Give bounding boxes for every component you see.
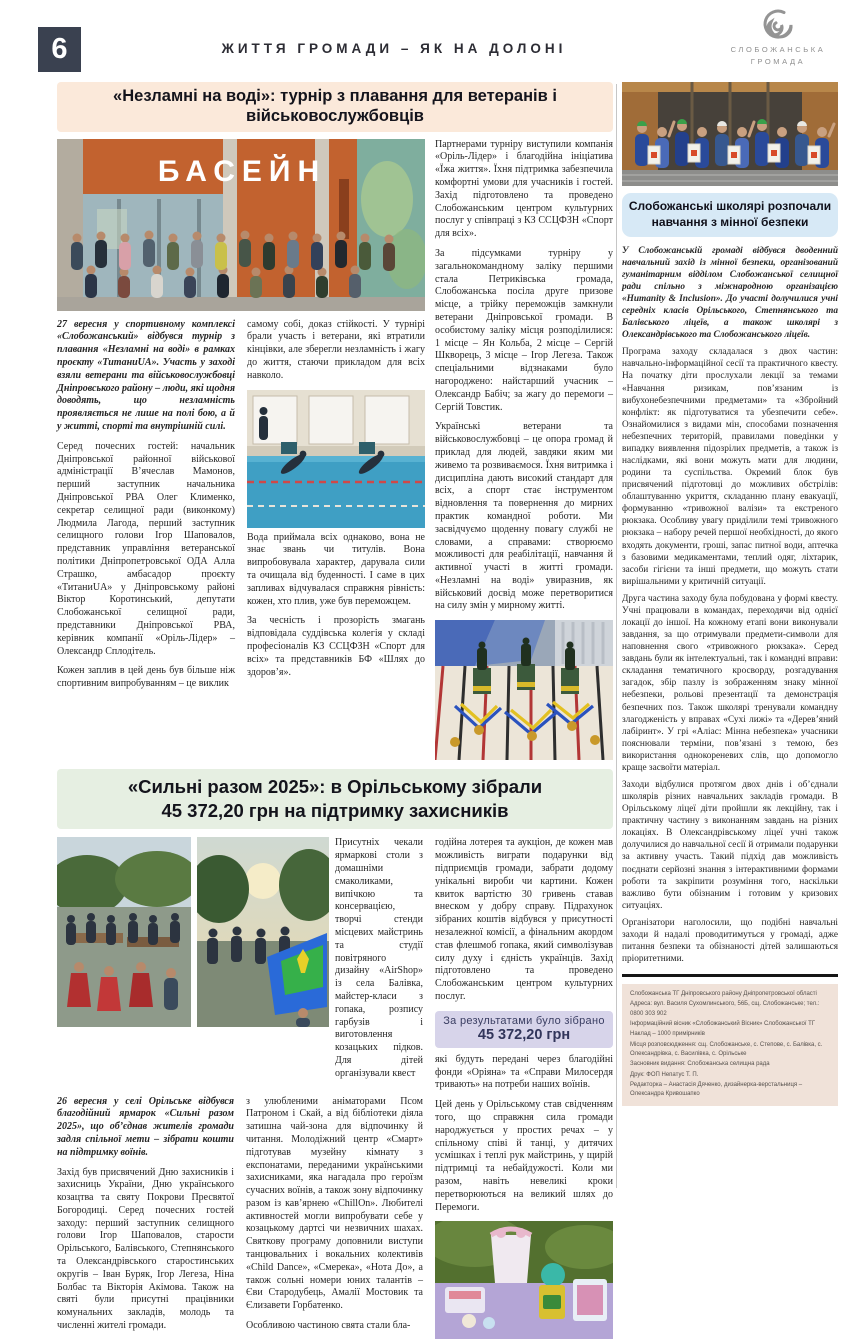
- sidebar-title-line1: Слобожанські школярі розпочали: [628, 199, 832, 213]
- paragraph: Заходи відбулися протягом двох днів і об’єднали школярів різних навчальних закладів громади. В Орільському ліцеї діти пройшли як лекційну, так і практичну частину з виконанням завдань на різних локаціях. В Олександрівському ліцеї учні також долучилися до навчальної сесії й отримали подарунки за активну участь. Такий підхід дав можливість поєднати серйозні знання з інтерактивними формами роботи та закріпити розуміння того, наскільки важливо бути обізнаним і готовим у кризових ситуаціях.: [622, 780, 838, 911]
- fair-title-line1: «Сильні разом 2025»: в Орільському зібрали: [127, 776, 543, 798]
- paragraph: Українські ветерани та військовослужбовці – це опора громад й приклад для людей, завдяки яким ми живемо та розвиваємося. Їхня витримка і дисципліна дають високий стандарт для всіх, а спорт стає інструментом відновлення та повернення до мирних практик командної роботи. Ми засвідчуємо щоденну повагу службі не словами, а справами: створюємо можливості для реабілітації, навчання й активної участі в житті громади. «Незламні на воді» увиразнив, як військовий досвід може перетворитися на силу змін у мирному житті.: [435, 421, 613, 612]
- photo-gift-baskets: [435, 1221, 613, 1339]
- article-swim-title: «Незламні на воді»: турнір з плавання для ветеранів і військовослужбовців: [57, 82, 613, 132]
- paragraph: Партнерами турніру виступили компанія «Оріль-Лідер» і благодійна ініціатива «Їжа життя». Їхня підтримка забезпечила комфортні умови для учасників і гостей. Захід підготовлено та проведено Слобожанським центром культурних послуг у співпраці з КЗ ССЦФЗН «Спорт для всіх».: [435, 138, 613, 240]
- fair-column-3: [435, 837, 613, 1339]
- photo-medals-trophies: [435, 620, 613, 760]
- paragraph: 26 вересня у селі Орільське відбувся благодійний ярмарок «Сильні разом 2025», що об’єднав жителів громади задля спільної мети – зібрати кошти на підтримку воїнів.: [57, 1095, 234, 1158]
- swim-column-3: [435, 139, 613, 761]
- paragraph: які будуть передані через благодійні фонди «Оріяна» та «Справи Милосердя тривають» на потреби наших воїнів.: [435, 1053, 613, 1091]
- swim-column-2: [247, 319, 425, 698]
- donation-total-box: [435, 1011, 613, 1048]
- sidebar-article-mine-safety: [622, 82, 838, 1106]
- paragraph: Кожен заплив в цей день був більше ніж спортивним випробуванням – це виклик: [57, 665, 235, 690]
- photo-pool-divers: [247, 390, 425, 528]
- donation-amount: 45 372,20 грн: [477, 1026, 571, 1043]
- fair-column-1: [57, 1096, 234, 1340]
- paragraph: Серед почесних гостей: начальник Дніпровської районної військової адміністрації В’ячеслав Мамонов, перший заступник начальника Дніпровської РВА Олег Клименко, секретар селищної ради (виконкому) Людмила Лагода, перший заступник селищного голови Ігор Шаповалов, представник управління ветеранської політики Дніпропетровської ОДА Алла Страшко, амбасадор проєкту «ТитаниUA» у Дніпровському районі Віктор Коротинський, депутати Слобожанської селищної ради, представники Дніпровської РВА, керівник компанії «Оріль-Лідер» – Олександр Сплодітель.: [57, 440, 235, 657]
- fair-narrow-column: [335, 837, 423, 1087]
- photo-fair-flag-sunset: [197, 837, 329, 1027]
- paragraph: Вода приймала всіх однаково, вона не знає звань чи титулів. Вона випробовувала характер, дарувала сили та очищала від буденності. І саме в цих запливах відчувалася справжня рівність: кожен, хто плив, уже був переможцем.: [247, 531, 425, 607]
- paragraph: Організатори наголосили, що подібні навчальні заходи й надалі проводитимуться у громаді, адже питання безпеки та обізнаності дітей залишаються пріоритетними.: [622, 917, 838, 965]
- fair-column-2: [246, 1096, 423, 1340]
- paragraph: Програма заходу складалася з двох частин: навчально-інформаційної сесії та практичного квесту. На початку діти прослухали лекції за темами «Навчання ризикам, пов’язаним із вибухонебезпечними предметами» та «Збройний конфлікт: як підготуватися та убезпечити себе». Ознайомилися з видами мін, способами позначення небезпечних територій, правилами поведінки у випадку виявлення підозрілих предметів, а також із наслідками, які вони можуть мати для людини, родини та суспільства. Окремий блок був присвячений підготовці до можливих обстрілів: облаштуванню укриття, складанню плану евакуації, формуванню «тривожної валізи» та екстреного рюкзака. Особливу увагу приділили темі тривожного рюкзака – набору речей першої необхідності, до якого входять документи, гроші, запас питної води, аптечка з базовими медикаментами, теплий одяг, ліхтарик, засоби гігієни та інші предмети, що можуть стати вирішальними у критичній ситуації.: [622, 347, 838, 587]
- paragraph: самому собі, доказ стійкості. У турнірі брали участь і ветерани, які втратили кінцівки, але зберегли незламність і жагу до життя, стаючи прикладом для всіх навколо.: [247, 318, 425, 381]
- imprint-line: Наклад – 1000 примірників: [630, 1031, 705, 1038]
- logo-text-line2: ГРОМАДА: [750, 57, 806, 66]
- imprint-box: [622, 984, 838, 1106]
- paragraph: Цей день у Орільському став свідченням того, що справжня сила громади народжується у простих речах – у спільному співі й танці, у дитячих усмішках і теплі рук майстринь, у щирій підтримці та небайдужості. Коли ми разом, навіть невеликі кроки перетворюються на великий шлях до Перемоги.: [435, 1099, 613, 1213]
- article-fair-title: [57, 769, 613, 829]
- sidebar-article-title: [622, 193, 838, 237]
- swim-column-1: [57, 319, 235, 698]
- page-title: ЖИТТЯ ГРОМАДИ – ЯК НА ДОЛОНІ: [221, 41, 567, 56]
- photo-fair-crowd-tables: [57, 837, 191, 1027]
- imprint-line: Слобожанська ТГ Дніпровського району Дніпропетровської області: [630, 991, 817, 998]
- fair-title-line2: 45 372,20 грн на підтримку захисників: [161, 800, 509, 822]
- paragraph: з улюбленими аніматорами Псом Патроном і Скай, а від бібліотеки діяла затишна чай-зона для відпочинку й читання. Молодіжний центр «Смарт» підготував музейну кімнату з експонатами, переданими українськими захисниками, яка нагадала про героїзм сучасних воїнів, а також зону відпочинку разом із кав’ярнею «ChillOn». Любителі активностей могли випробувати себе у козацькому дартсі чи незвичних шахах. Святкову програму доповнили виступи танцювальних і вокальних колективів «Child Dance», «Смерека», «Нота До», а також сольні номери юних талантів – Єви Стародубець, Амалії Мостовик та Єлизавети Горбатенко.: [246, 1095, 423, 1312]
- paragraph: Захід був присвячений Дню захисників і захисниць України, Дню українського козацтва та святу Покрови Пресвятої Богородиці. Серед почесних гостей заходу: перший заступник селищного голови Ігор Шаповалов, старости Орільського, Балівського, Степнянського та Олександрівського старостинських округів – Іван Буряк, Ігор Легеза, Ніна Болбас та Вікторія Акімова. Також на святі були присутні працівники комунальних закладів, молодь та численні жителі громади.: [57, 1166, 234, 1332]
- page-number: 6: [38, 27, 81, 72]
- paragraph: 27 вересня у спортивному комплексі «Слобожанський» відбувся турнір з плавання «Незламні на воді» в рамках проєкту «ТитаниUA». Участь у заході взяли ветерани та військовослужбовці Дніпровського району – люди, які щодня доводять, що незламність проявляється не лише на полі бою, а й у житті, спорті та внутрішній силі.: [57, 318, 235, 432]
- paragraph: За підсумками турніру у загальнокомандному заліку першими стала Петриківська громада, Слобожанська посіла друге призове місце, а трійку переможців замкнули ветерани Дніпровської громади. В особистому заліку місця розподілилися: 1 місце – Ян Кольба, 2 місце – Сергій Шкворець, 3 місце – Ігор Легеза. Також спеціальними відзнаками було нагороджено: найстарший учасник – Олександр Бабіч; за жагу до перемоги – Сергій Товстик.: [435, 247, 613, 413]
- paragraph: Друга частина заходу була побудована у формі квесту. Учні працювали в командах, переходячи від однієї локації до іншої. На кожному етапі вони виконували завдання, за що отримували предмети-символи для наповнення свого «тривожного рюкзака». Серед завдань були як інтелектуальні, так і командні вправи: складання тематичного кросворду, розгадування загадок, збір пазлу із зображенням знаку мінної небезпеки, рольові презентації та демонстрація безпечних поз. Також школярі тренували командну злагодженість у вправах «Сухі лижі» та «Дерев’яний лабіринт». У грі «Аліас: Мінна небезпека» учасники пояснювали терміни, пов’язані з темою, без використання однокореневих слів, що допомогло краще засвоїти матеріал.: [622, 593, 838, 773]
- sidebar-title-line2: навчання з мінної безпеки: [651, 214, 809, 229]
- paragraph: годійна лотерея та аукціон, де кожен мав можливість виграти подарунки від підприємців громади, забрати додому унікальні вироби чи картини. Кожен квиток вартістю 30 гривень ставав внеском у добру справу. Підрахунок зібраних коштів відбувся у присутності незалежної комісії, а фінальним акордом став флешмоб гопака, який символізував силу духу і єдність українців. Захід підготовлено та проведено Слобожанським центром культурних послуг.: [435, 837, 613, 1002]
- paragraph: У Слобожанській громаді відбувся дводенний навчальний захід із мінної безпеки, організований гуманітарним відділом Слобожанської селищної ради спільно з міжнародною організацією «Humanity & Inclusion». До участі долучилися учні середніх класів Орільського, Степнянського та Балівського ліцеїв, а також школярі з Олександрівського та Слобожанського ліцеїв.: [622, 245, 838, 341]
- paragraph: Особливою частиною свята стали бла-: [246, 1320, 411, 1332]
- main-column: [57, 82, 613, 1340]
- article-fair: [57, 769, 613, 1340]
- imprint-line: Адреса: вул. Василя Сухомлинського, 56Б, сщ. Слобожанське; тел.: 0800 303 902: [630, 1001, 820, 1017]
- imprint-line: Редакторка – Анастасія Дяченко, дизайнерка-верстальниця – Олександра Кривошапко: [630, 1081, 803, 1098]
- column-divider: [616, 84, 617, 1188]
- imprint-line: Місця розповсюдження: сщ. Слобожанське, с. Степове, с. Балівка, с. Олександрівка, с. Василівка, с. Орільське: [630, 1041, 823, 1057]
- spiral-logo-icon: [761, 8, 795, 42]
- donation-label: За результатами було зібрано: [443, 1014, 605, 1027]
- imprint-line: Інформаційний вісник «Слобожанський Вісник» Слобожанської ТГ: [630, 1021, 816, 1028]
- imprint-line: Друк: ФОП Непатус Т. П.: [630, 1071, 699, 1078]
- article-swim: [57, 82, 613, 760]
- photo-group-pool-building: [57, 139, 425, 311]
- imprint-divider: [622, 974, 838, 977]
- imprint-line: Засновник видання: Слобожанська селищна рада: [630, 1061, 770, 1068]
- logo-text-line1: СЛОБОЖАНСЬКА: [730, 45, 826, 54]
- paragraph: Присутніх чекали ярмаркові столи з домашніми смаколиками, випічкою та консервацією, творчі стенди місцевих майстринь та студії повітряного дизайну «AirShop» із села Балівка, майстер-класи з гопака, розпису гарбузів і виготовлення козацьких підков. Для дітей організували квест: [335, 837, 423, 1079]
- paragraph: За чесність і прозорість змагань відповідала суддівська колегія у складі професіоналів КЗ ССЦФЗН «Спорт для всіх» та представників БФ «Шлях до здоров’я».: [247, 615, 425, 678]
- photo-sign-text: БАСЕЙН: [157, 154, 327, 188]
- newspaper-logo: [718, 8, 838, 68]
- photo-schoolkids-totebags: [622, 82, 838, 186]
